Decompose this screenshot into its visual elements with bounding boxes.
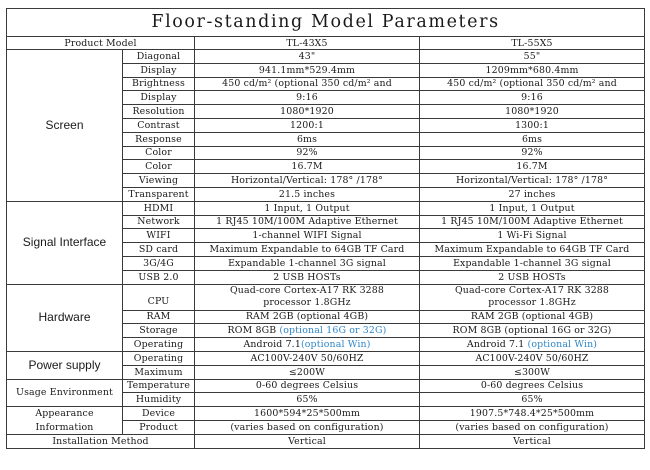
param-label: Diagonal — [123, 50, 195, 64]
value-b: 55" — [420, 50, 645, 64]
model-b-header: TL-55X5 — [420, 37, 645, 50]
param-label: Display — [123, 63, 195, 77]
value-a: 1 Input, 1 Output — [195, 201, 420, 215]
value-a: 1-channel WIFI Signal — [195, 229, 420, 243]
value-b: 9:16 — [420, 91, 645, 105]
value-a: 43" — [195, 50, 420, 64]
param-label: USB 2.0 — [123, 270, 195, 284]
value-b: Horizontal/Vertical: 178° /178° — [420, 174, 645, 188]
cpu-b-line2: processor 1.8GHz — [488, 297, 576, 309]
param-label: Device — [123, 407, 195, 421]
value-b: 0-60 degrees Celsius — [420, 379, 645, 393]
storage-a-optional: (optional 16G or 32G) — [279, 325, 387, 337]
value-b — [420, 338, 645, 352]
product-model-row — [7, 37, 645, 50]
table-row — [7, 351, 645, 365]
value-a — [195, 324, 420, 338]
param-label: CPU — [123, 284, 195, 310]
param-label: Color — [123, 160, 195, 174]
cpu-a-line1: Quad-core Cortex-A17 RK 3288 — [229, 284, 385, 296]
table-row — [7, 201, 645, 215]
os-b-main: Android 7.1 — [466, 339, 528, 351]
param-label: Response — [123, 132, 195, 146]
value-a: 1200:1 — [195, 118, 420, 132]
value-a: 941.1mm*529.4mm — [195, 63, 420, 77]
param-label: Product — [123, 421, 195, 435]
value-a: 1600*594*25*500mm — [195, 407, 420, 421]
value-a: Expandable 1-channel 3G signal — [195, 256, 420, 270]
value-b: 1 Wi-Fi Signal — [420, 229, 645, 243]
value-a: ≤200W — [195, 365, 420, 379]
value-a: 21.5 inches — [195, 187, 420, 201]
param-label: Resolution — [123, 105, 195, 119]
value-b: Maximum Expandable to 64GB TF Card — [420, 243, 645, 257]
param-label: WIFI — [123, 229, 195, 243]
param-label: Temperature — [123, 379, 195, 393]
value-b: 27 inches — [420, 187, 645, 201]
value-a: AC100V-240V 50/60HZ — [195, 351, 420, 365]
group-usage-environment: Usage Environment — [7, 379, 123, 407]
table-title: Floor-standing Model Parameters — [7, 9, 645, 37]
cpu-a-line2: processor 1.8GHz — [263, 297, 351, 309]
value-a: Horizontal/Vertical: 178° /178° — [195, 174, 420, 188]
value-a: 92% — [195, 146, 420, 160]
param-label: Viewing — [123, 174, 195, 188]
value-b: (varies based on configuration) — [420, 421, 645, 435]
value-b: Expandable 1-channel 3G signal — [420, 256, 645, 270]
product-model-label: Product Model — [7, 37, 195, 50]
value-b: 1209mm*680.4mm — [420, 63, 645, 77]
param-label: Transparent — [123, 187, 195, 201]
param-label: Maximum — [123, 365, 195, 379]
value-b: ROM 8GB (optional 16G or 32G) — [420, 324, 645, 338]
param-label: RAM — [123, 310, 195, 324]
param-label: Operating — [123, 351, 195, 365]
os-b-optional: (optional Win) — [527, 339, 598, 351]
value-a: 1080*1920 — [195, 105, 420, 119]
value-a: Maximum Expandable to 64GB TF Card — [195, 243, 420, 257]
table-row — [7, 435, 645, 449]
value-b: 65% — [420, 393, 645, 407]
value-a: Vertical — [195, 435, 420, 449]
value-b: 1080*1920 — [420, 105, 645, 119]
value-b: 1 RJ45 10M/100M Adaptive Ethernet — [420, 215, 645, 229]
value-b: 1300:1 — [420, 118, 645, 132]
param-label: HDMI — [123, 201, 195, 215]
storage-a-main: ROM 8GB — [227, 325, 280, 337]
value-b: 2 USB HOSTs — [420, 270, 645, 284]
value-b: AC100V-240V 50/60HZ — [420, 351, 645, 365]
param-label: Network — [123, 215, 195, 229]
value-a: 450 cd/m² (optional 350 cd/m² and — [195, 77, 420, 91]
installation-method-label: Installation Method — [7, 435, 195, 449]
value-a: 9:16 — [195, 91, 420, 105]
value-a: 6ms — [195, 132, 420, 146]
cpu-b-line1: Quad-core Cortex-A17 RK 3288 — [454, 284, 610, 296]
param-label: Color — [123, 146, 195, 160]
value-b: 92% — [420, 146, 645, 160]
value-a: 1 RJ45 10M/100M Adaptive Ethernet — [195, 215, 420, 229]
value-a: RAM 2GB (optional 4GB) — [195, 310, 420, 324]
value-b: 16.7M — [420, 160, 645, 174]
group-signal-interface: Signal Interface — [7, 201, 123, 284]
table-row — [7, 284, 645, 310]
value-b: RAM 2GB (optional 4GB) — [420, 310, 645, 324]
param-label: Storage — [123, 324, 195, 338]
value-a: (varies based on configuration) — [195, 421, 420, 435]
value-a — [195, 338, 420, 352]
param-label: SD card — [123, 243, 195, 257]
value-b — [420, 284, 645, 310]
parameters-table — [6, 8, 645, 449]
value-b: 450 cd/m² (optional 350 cd/m² and — [420, 77, 645, 91]
value-a: 65% — [195, 393, 420, 407]
param-label: 3G/4G — [123, 256, 195, 270]
table-row — [7, 50, 645, 64]
value-b: 1 Input, 1 Output — [420, 201, 645, 215]
param-label: Humidity — [123, 393, 195, 407]
group-appearance-information: Appearance Information — [7, 407, 123, 435]
param-label: Operating — [123, 338, 195, 352]
param-label: Contrast — [123, 118, 195, 132]
value-b: Vertical — [420, 435, 645, 449]
param-label: Display — [123, 91, 195, 105]
value-a: 2 USB HOSTs — [195, 270, 420, 284]
table-row — [7, 379, 645, 393]
value-a: 16.7M — [195, 160, 420, 174]
table-row — [7, 407, 645, 421]
value-b: ≤300W — [420, 365, 645, 379]
group-screen: Screen — [7, 50, 123, 202]
value-a: 0-60 degrees Celsius — [195, 379, 420, 393]
value-b: 1907.5*748.4*25*500mm — [420, 407, 645, 421]
os-a-main: Android 7.1 — [243, 339, 301, 351]
value-a — [195, 284, 420, 310]
value-b: 6ms — [420, 132, 645, 146]
model-a-header: TL-43X5 — [195, 37, 420, 50]
os-a-optional: (optional Win) — [300, 339, 371, 351]
group-power-supply: Power supply — [7, 351, 123, 379]
parameters-sheet — [6, 8, 644, 464]
param-label: Brightness — [123, 77, 195, 91]
title-row — [7, 9, 645, 37]
group-hardware: Hardware — [7, 284, 123, 351]
